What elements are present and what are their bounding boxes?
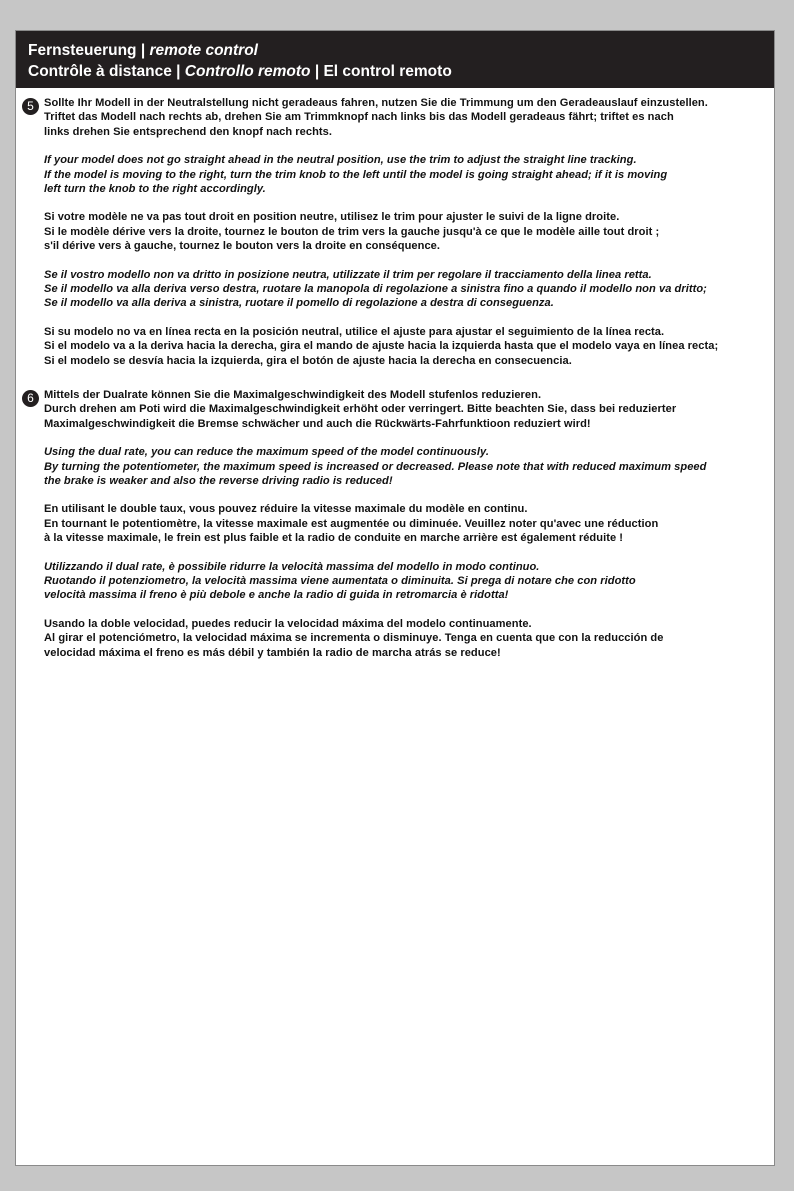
text-line: Se il vostro modello non va dritto in posizione neutra, utilizzate il trim per regolare il tracciamento della linea retta.	[44, 268, 652, 281]
text-line: Utilizzando il dual rate, è possibile ridurre la velocità massima del modello in modo continuo.	[44, 560, 540, 573]
text-line: Sollte Ihr Modell in der Neutralstellung nicht geradeaus fahren, nutzen Sie die Trimmung um den Geradeauslauf einzustellen.	[44, 97, 708, 109]
text-line: Durch drehen am Poti wird die Maximalgeschwindigkeit erhöht oder verringert. Bitte beachten Sie, dass bei reduzierter	[44, 403, 677, 416]
text-line: Triftet das Modell nach rechts ab, drehen Sie am Trimmknopf nach links bis das Modell geradeaus fährt; triftet es nach	[44, 111, 674, 124]
paragraph	[44, 502, 770, 545]
text-line: Si le modèle dérive vers la droite, tournez le bouton de trim vers la gauche jusqu'à ce que le modèle aille tout droit ;	[44, 225, 660, 238]
text-line: Using the dual rate, you can reduce the maximum speed of the model continuously.	[44, 446, 489, 459]
paragraph	[44, 210, 770, 253]
text-line: Si el modelo se desvía hacia la izquierda, gira el botón de ajuste hacia la derecha en consecuencia.	[44, 354, 572, 367]
paragraph	[44, 96, 770, 139]
header-title-en: remote control	[149, 42, 258, 59]
text-line: links drehen Sie entsprechend den knopf nach rechts.	[44, 125, 333, 138]
text-line: Si el modelo va a la deriva hacia la derecha, gira el mando de ajuste hacia la izquierda hasta que el modelo vaya en línea recta;	[44, 340, 719, 353]
text-line: Maximalgeschwindigkeit die Bremse schwächer und auch die Rückwärts-Fahrfunktioon reduziert wird!	[44, 417, 591, 430]
paragraph	[44, 617, 770, 660]
text-line: Al girar el potenciómetro, la velocidad máxima se incrementa o disminuye. Tenga en cuenta que con la reducción de	[44, 632, 664, 645]
text-line: velocità massima il freno è più debole e anche la radio di guida in retromarcia è ridotta!	[44, 589, 509, 602]
text-line: Usando la doble velocidad, puedes reducir la velocidad máxima del modelo continuamente.	[44, 617, 532, 630]
step-number-badge: 5	[22, 98, 39, 115]
text-line: Si votre modèle ne va pas tout droit en position neutre, utilisez le trim pour ajuster le suivi de la ligne droite.	[44, 211, 620, 224]
text-line: s'il dérive vers à gauche, tournez le bouton vers la droite en conséquence.	[44, 240, 441, 253]
header-title-de: Fernsteuerung	[28, 42, 137, 59]
text-line: left turn the knob to the right accordingly.	[44, 183, 266, 196]
text-line: En tournant le potentiomètre, la vitesse maximale est augmentée ou diminuée. Veuillez noter qu'avec une réduction	[44, 517, 659, 530]
header-line-2	[28, 61, 774, 82]
header-title-fr: Contrôle à distance	[28, 63, 172, 80]
text-line: Ruotando il potenziometro, la velocità massima viene aumentata o diminuita. Si prega di notare che con ridotto	[44, 575, 636, 588]
text-line: Se il modello va alla deriva a sinistra, ruotare il pomello di regolazione a destra di conseguenza.	[44, 297, 554, 310]
section-6-content	[44, 388, 770, 674]
header-title-it: Controllo remoto	[184, 63, 311, 80]
paragraph	[44, 325, 770, 368]
text-line: En utilisant le double taux, vous pouvez réduire la vitesse maximale du modèle en continu.	[44, 503, 528, 516]
paragraph	[44, 388, 770, 431]
text-line: If the model is moving to the right, turn the trim knob to the left until the model is going straight ahead; if it is moving	[44, 168, 668, 181]
text-line: à la vitesse maximale, le frein est plus faible et la radio de conduite en marche arrière est également réduite !	[44, 532, 624, 545]
text-line: Se il modello va alla deriva verso destra, ruotare la manopola di regolazione a sinistra fino a quando il modello non va dritto;	[44, 283, 707, 296]
paragraph	[44, 268, 770, 311]
text-line: By turning the potentiometer, the maximum speed is increased or decreased. Please note that with reduced maximum speed	[44, 460, 707, 473]
text-line: Si su modelo no va en línea recta en la posición neutral, utilice el ajuste para ajustar el seguimiento de la línea recta.	[44, 325, 665, 338]
text-line: If your model does not go straight ahead in the neutral position, use the trim to adjust the straight line tracking.	[44, 154, 637, 167]
paragraph	[44, 560, 770, 603]
section-5-content	[44, 96, 770, 382]
header-separator: |	[310, 63, 324, 80]
text-line: the brake is weaker and also the reverse driving radio is reduced!	[44, 475, 393, 488]
text-line: Mittels der Dualrate können Sie die Maximalgeschwindigkeit des Modell stufenlos reduzieren.	[44, 389, 542, 401]
paragraph	[44, 445, 770, 488]
page-header	[16, 31, 774, 88]
header-separator: |	[136, 42, 150, 59]
text-line: velocidad máxima el freno es más débil y también la radio de marcha atrás se reduce!	[44, 646, 501, 659]
header-title-es: El control remoto	[323, 63, 452, 80]
step-number-badge: 6	[22, 390, 39, 407]
manual-page	[15, 30, 775, 1166]
header-line-1	[28, 40, 774, 61]
paragraph	[44, 153, 770, 196]
header-separator: |	[171, 63, 185, 80]
